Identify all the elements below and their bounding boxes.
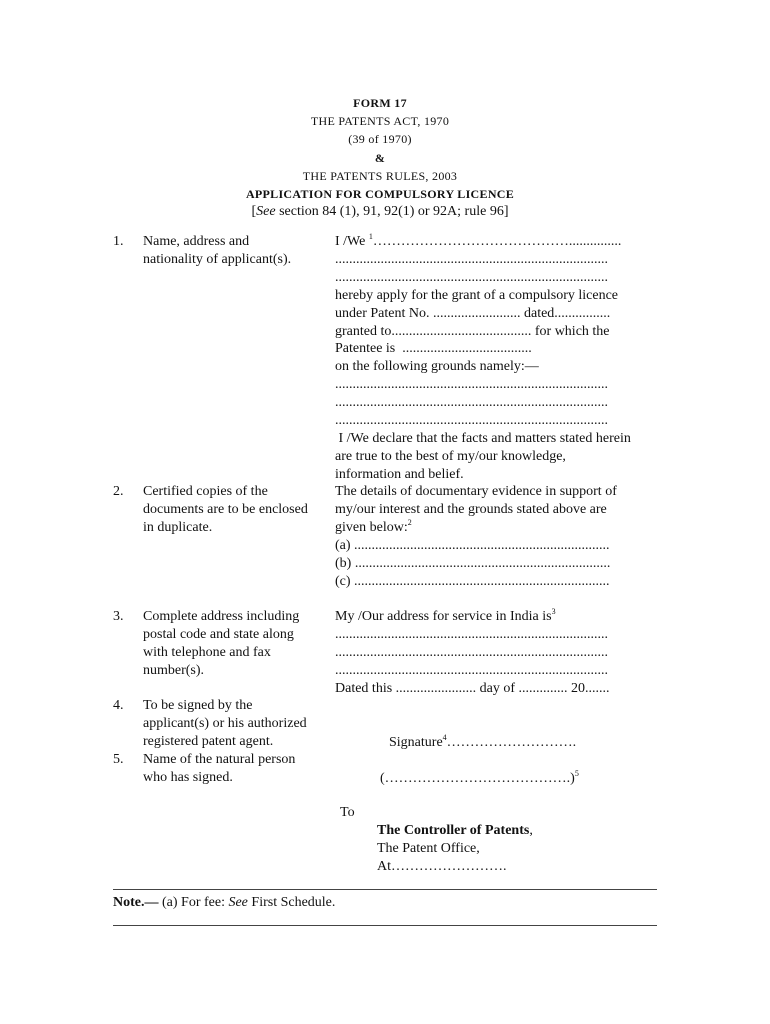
office-location: At……………………. [377, 859, 507, 874]
ampersand: & [374, 150, 386, 165]
fee-note: Note.— (a) For fee: See First Schedule. [113, 895, 336, 910]
item-number: 3. [113, 609, 124, 624]
item-number: 1. [113, 234, 124, 249]
act-title: THE PATENTS ACT, 1970 [310, 114, 450, 129]
rules-title: THE PATENTS RULES, 2003 [302, 168, 458, 183]
act-number: (39 of 1970) [348, 132, 412, 147]
item-label-signed-by: To be signed by the applicant(s) or his authorized registered patent agent. [143, 698, 307, 749]
item-label-certified-copies: Certified copies of the documents are to be enclosed in duplicate. [143, 484, 308, 535]
divider-bottom [113, 925, 657, 926]
section-service-address: My /Our address for service in India $is^3$ .............................................................................. .............................................................................. .............................................................................. Dated this ....................... day of .............. 20....... [335, 608, 665, 698]
section-applicant-details: I /We $^1$……………………………………............... .............................................................................. .............................................................................. hereby apply for the grant of a compulsory licence under Patent No. ......................... dated................ granted to........................................ for which the Patentee is ..................................... on the following grounds namely:— .............................................................................. .............................................................................. .............................................................................. I /We declare that the facts and matters stated herein are true to the best of my/our knowledge, information and belief. [335, 233, 665, 484]
form-header [180, 94, 580, 221]
item-number: 2. [113, 484, 124, 499]
form-title: FORM 17 [353, 96, 407, 110]
signatory-name-field: (………………………………….)$^5$ [380, 769, 579, 786]
controller-name: The Controller of Patents [377, 823, 530, 838]
rule-reference: [See section 84 (1), 91, 92(1) or 92A; rule 96] [251, 204, 509, 220]
we-line: I /We $^1$……………………………………............... [335, 232, 622, 249]
item-label-natural-person: Name of the natural person who has signed. [143, 752, 296, 785]
section-documentary-evidence: The details of documentary evidence in support of my/our interest and the grounds stated above are given below:$^2$ (a) ......................................................................... (b) ......................................................................... (c) ......................................................................... [335, 484, 617, 589]
signature-field: Signature$^4$………………………. [389, 733, 577, 750]
item-label-name-address: Name, address and nationality of applicant(s). [143, 234, 292, 267]
dated-line: Dated this ....................... day of .............. 20....... [335, 680, 610, 696]
addressee-block: To The Controller of Patents, The Patent Office, At……………………. [340, 805, 533, 874]
divider-top [113, 889, 657, 890]
item-label-complete-address: Complete address including postal code and state along with telephone and fax number(s). [143, 609, 300, 678]
patent-office: The Patent Office, [377, 841, 480, 856]
item-number: 4. [113, 698, 124, 713]
form-name: APPLICATION FOR COMPULSORY LICENCE [245, 187, 515, 202]
item-number: 5. [113, 752, 124, 767]
to-label: To [340, 805, 355, 820]
